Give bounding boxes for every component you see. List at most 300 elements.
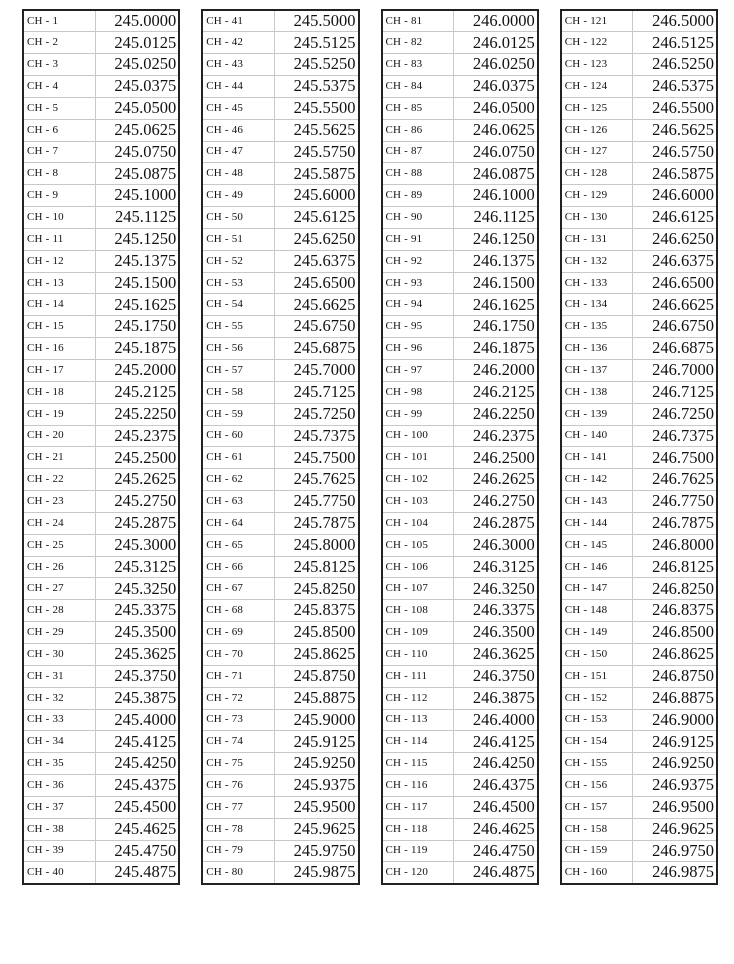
table-row — [23, 10, 179, 32]
channel-label: CH - 133 — [561, 272, 633, 294]
channel-label: CH - 147 — [561, 578, 633, 600]
table-row — [202, 578, 358, 600]
channel-label: CH - 92 — [382, 250, 454, 272]
channel-frequency: 246.6000 — [633, 185, 717, 207]
table-row — [202, 643, 358, 665]
table-row — [23, 54, 179, 76]
channel-label: CH - 119 — [382, 840, 454, 862]
table-row — [382, 272, 538, 294]
channel-label: CH - 84 — [382, 76, 454, 98]
channel-frequency: 246.6125 — [633, 207, 717, 229]
channel-label: CH - 71 — [202, 665, 274, 687]
table-row — [23, 316, 179, 338]
channel-label: CH - 36 — [23, 775, 95, 797]
table-row — [382, 207, 538, 229]
channel-label: CH - 52 — [202, 250, 274, 272]
table-row — [202, 250, 358, 272]
channel-label: CH - 18 — [23, 381, 95, 403]
channel-frequency: 246.5875 — [633, 163, 717, 185]
channel-label: CH - 46 — [202, 119, 274, 141]
channel-frequency: 246.2875 — [454, 512, 538, 534]
channel-frequency: 245.7250 — [274, 403, 358, 425]
table-row — [561, 163, 717, 185]
channel-label: CH - 89 — [382, 185, 454, 207]
channel-frequency: 246.0250 — [454, 54, 538, 76]
channel-label: CH - 34 — [23, 731, 95, 753]
channel-label: CH - 90 — [382, 207, 454, 229]
channel-frequency: 245.6125 — [274, 207, 358, 229]
channel-frequency: 246.8125 — [633, 556, 717, 578]
channel-label: CH - 102 — [382, 469, 454, 491]
table-row — [561, 512, 717, 534]
channel-label: CH - 139 — [561, 403, 633, 425]
channel-frequency: 246.9875 — [633, 862, 717, 884]
table-row — [561, 622, 717, 644]
table-row — [561, 840, 717, 862]
channel-frequency: 245.8750 — [274, 665, 358, 687]
channel-label: CH - 19 — [23, 403, 95, 425]
table-row — [23, 687, 179, 709]
channel-frequency: 246.1125 — [454, 207, 538, 229]
channel-label: CH - 6 — [23, 119, 95, 141]
channel-frequency: 246.7500 — [633, 447, 717, 469]
channel-label: CH - 114 — [382, 731, 454, 753]
channel-label: CH - 81 — [382, 10, 454, 32]
channel-frequency: 245.8875 — [274, 687, 358, 709]
table-row — [23, 381, 179, 403]
channel-label: CH - 115 — [382, 753, 454, 775]
channel-frequency: 246.5375 — [633, 76, 717, 98]
channel-frequency: 245.0375 — [95, 76, 179, 98]
channel-frequency: 246.6500 — [633, 272, 717, 294]
channel-frequency: 245.2375 — [95, 425, 179, 447]
channel-frequency: 245.9625 — [274, 818, 358, 840]
channel-label: CH - 28 — [23, 600, 95, 622]
table-row — [561, 796, 717, 818]
channel-frequency: 246.4000 — [454, 709, 538, 731]
channel-label: CH - 145 — [561, 534, 633, 556]
channel-frequency: 245.0750 — [95, 141, 179, 163]
channel-label: CH - 98 — [382, 381, 454, 403]
table-row — [561, 119, 717, 141]
channel-label: CH - 14 — [23, 294, 95, 316]
channel-label: CH - 82 — [382, 32, 454, 54]
channel-frequency: 246.8250 — [633, 578, 717, 600]
channel-label: CH - 30 — [23, 643, 95, 665]
channel-label: CH - 86 — [382, 119, 454, 141]
channel-frequency: 245.9500 — [274, 796, 358, 818]
table-row — [202, 360, 358, 382]
channel-label: CH - 73 — [202, 709, 274, 731]
table-row — [23, 753, 179, 775]
table-row — [23, 534, 179, 556]
channel-frequency: 245.7625 — [274, 469, 358, 491]
channel-frequency: 245.7000 — [274, 360, 358, 382]
channel-frequency: 246.5125 — [633, 32, 717, 54]
channel-frequency: 245.3500 — [95, 622, 179, 644]
channel-frequency: 246.2250 — [454, 403, 538, 425]
table-row — [23, 469, 179, 491]
table-row — [23, 97, 179, 119]
channel-frequency: 245.3875 — [95, 687, 179, 709]
channel-frequency: 246.3875 — [454, 687, 538, 709]
channel-frequency: 246.1500 — [454, 272, 538, 294]
table-row — [382, 163, 538, 185]
channel-frequency: 245.8250 — [274, 578, 358, 600]
channel-label: CH - 142 — [561, 469, 633, 491]
channel-frequency: 245.8500 — [274, 622, 358, 644]
channel-label: CH - 32 — [23, 687, 95, 709]
channel-frequency: 245.6625 — [274, 294, 358, 316]
channel-label: CH - 75 — [202, 753, 274, 775]
channel-frequency: 246.5250 — [633, 54, 717, 76]
channel-frequency: 245.4500 — [95, 796, 179, 818]
table-row — [23, 512, 179, 534]
channel-label: CH - 159 — [561, 840, 633, 862]
channel-frequency: 246.4125 — [454, 731, 538, 753]
table-row — [23, 119, 179, 141]
channel-frequency: 245.4125 — [95, 731, 179, 753]
table-row — [202, 534, 358, 556]
channel-frequency: 245.7750 — [274, 491, 358, 513]
channel-label: CH - 57 — [202, 360, 274, 382]
channel-label: CH - 67 — [202, 578, 274, 600]
channel-label: CH - 146 — [561, 556, 633, 578]
table-row — [382, 775, 538, 797]
channel-label: CH - 15 — [23, 316, 95, 338]
channel-label: CH - 25 — [23, 534, 95, 556]
channel-frequency: 245.5625 — [274, 119, 358, 141]
channel-label: CH - 63 — [202, 491, 274, 513]
table-row — [561, 403, 717, 425]
channel-frequency: 246.8750 — [633, 665, 717, 687]
channel-label: CH - 149 — [561, 622, 633, 644]
channel-frequency: 245.2625 — [95, 469, 179, 491]
table-row — [202, 32, 358, 54]
channel-label: CH - 129 — [561, 185, 633, 207]
channel-label: CH - 95 — [382, 316, 454, 338]
table-row — [382, 119, 538, 141]
table-row — [23, 775, 179, 797]
table-row — [23, 76, 179, 98]
table-row — [382, 753, 538, 775]
table-row — [382, 665, 538, 687]
table-row — [561, 272, 717, 294]
channel-frequency: 246.0875 — [454, 163, 538, 185]
table-row — [23, 600, 179, 622]
channel-label: CH - 144 — [561, 512, 633, 534]
channel-frequency: 246.6875 — [633, 338, 717, 360]
table-row — [561, 491, 717, 513]
channel-frequency: 246.8375 — [633, 600, 717, 622]
channel-label: CH - 94 — [382, 294, 454, 316]
channel-label: CH - 160 — [561, 862, 633, 884]
channel-label: CH - 65 — [202, 534, 274, 556]
channel-label: CH - 47 — [202, 141, 274, 163]
channel-frequency: 246.8000 — [633, 534, 717, 556]
channel-frequency: 246.8500 — [633, 622, 717, 644]
channel-label: CH - 13 — [23, 272, 95, 294]
channel-label: CH - 96 — [382, 338, 454, 360]
channel-label: CH - 60 — [202, 425, 274, 447]
channel-label: CH - 44 — [202, 76, 274, 98]
table-row — [561, 600, 717, 622]
table-row — [23, 163, 179, 185]
channel-frequency: 246.9750 — [633, 840, 717, 862]
table-row — [202, 381, 358, 403]
table-row — [561, 294, 717, 316]
channel-frequency: 246.4750 — [454, 840, 538, 862]
channel-frequency: 246.4875 — [454, 862, 538, 884]
channel-frequency: 245.2500 — [95, 447, 179, 469]
channel-frequency: 246.9500 — [633, 796, 717, 818]
table-row — [202, 316, 358, 338]
channel-label: CH - 80 — [202, 862, 274, 884]
channel-frequency: 245.0875 — [95, 163, 179, 185]
channel-label: CH - 64 — [202, 512, 274, 534]
channel-label: CH - 20 — [23, 425, 95, 447]
table-row — [382, 97, 538, 119]
table-row — [23, 622, 179, 644]
channel-label: CH - 124 — [561, 76, 633, 98]
channel-frequency: 246.1750 — [454, 316, 538, 338]
table-row — [202, 228, 358, 250]
table-row — [202, 403, 358, 425]
table-row — [382, 622, 538, 644]
table-row — [561, 338, 717, 360]
table-row — [382, 491, 538, 513]
table-row — [561, 862, 717, 884]
channel-label: CH - 37 — [23, 796, 95, 818]
table-row — [382, 709, 538, 731]
channel-frequency: 245.3750 — [95, 665, 179, 687]
channel-table-2 — [201, 9, 359, 885]
channel-label: CH - 2 — [23, 32, 95, 54]
channel-label: CH - 11 — [23, 228, 95, 250]
channel-frequency: 245.7125 — [274, 381, 358, 403]
channel-frequency: 246.3625 — [454, 643, 538, 665]
channel-frequency: 245.8000 — [274, 534, 358, 556]
table-row — [202, 10, 358, 32]
channel-label: CH - 138 — [561, 381, 633, 403]
channel-label: CH - 68 — [202, 600, 274, 622]
channel-frequency: 246.3375 — [454, 600, 538, 622]
table-row — [382, 54, 538, 76]
channel-label: CH - 122 — [561, 32, 633, 54]
table-row — [23, 360, 179, 382]
table-row — [382, 76, 538, 98]
channel-frequency: 245.0625 — [95, 119, 179, 141]
channel-frequency: 245.6500 — [274, 272, 358, 294]
channel-label: CH - 104 — [382, 512, 454, 534]
channel-frequency: 246.1375 — [454, 250, 538, 272]
table-row — [202, 141, 358, 163]
table-row — [561, 207, 717, 229]
channel-label: CH - 70 — [202, 643, 274, 665]
channel-label: CH - 49 — [202, 185, 274, 207]
channel-label: CH - 24 — [23, 512, 95, 534]
channel-frequency: 246.9000 — [633, 709, 717, 731]
channel-frequency: 246.0125 — [454, 32, 538, 54]
table-row — [561, 709, 717, 731]
channel-label: CH - 127 — [561, 141, 633, 163]
channel-table-4 — [560, 9, 718, 885]
table-row — [23, 141, 179, 163]
table-row — [561, 381, 717, 403]
channel-label: CH - 43 — [202, 54, 274, 76]
channel-label: CH - 101 — [382, 447, 454, 469]
channel-label: CH - 152 — [561, 687, 633, 709]
table-row — [23, 818, 179, 840]
channel-label: CH - 110 — [382, 643, 454, 665]
channel-frequency: 245.1000 — [95, 185, 179, 207]
channel-label: CH - 83 — [382, 54, 454, 76]
channel-label: CH - 107 — [382, 578, 454, 600]
channel-frequency: 246.0375 — [454, 76, 538, 98]
table-row — [382, 512, 538, 534]
channel-label: CH - 62 — [202, 469, 274, 491]
channel-label: CH - 118 — [382, 818, 454, 840]
channel-label: CH - 132 — [561, 250, 633, 272]
channel-label: CH - 53 — [202, 272, 274, 294]
channel-frequency: 245.9875 — [274, 862, 358, 884]
table-row — [202, 491, 358, 513]
channel-frequency: 246.7875 — [633, 512, 717, 534]
table-row — [382, 294, 538, 316]
channel-label: CH - 100 — [382, 425, 454, 447]
table-row — [23, 840, 179, 862]
table-row — [202, 163, 358, 185]
channel-label: CH - 17 — [23, 360, 95, 382]
channel-frequency: 245.8125 — [274, 556, 358, 578]
channel-frequency: 245.7500 — [274, 447, 358, 469]
channel-label: CH - 4 — [23, 76, 95, 98]
channel-label: CH - 54 — [202, 294, 274, 316]
channel-label: CH - 131 — [561, 228, 633, 250]
channel-frequency: 246.7125 — [633, 381, 717, 403]
channel-frequency: 245.3125 — [95, 556, 179, 578]
table-row — [202, 338, 358, 360]
channel-frequency: 246.6250 — [633, 228, 717, 250]
table-row — [23, 250, 179, 272]
channel-label: CH - 61 — [202, 447, 274, 469]
channel-label: CH - 120 — [382, 862, 454, 884]
channel-table-3 — [381, 9, 539, 885]
table-row — [382, 731, 538, 753]
channel-frequency: 245.4625 — [95, 818, 179, 840]
channel-frequency: 245.8625 — [274, 643, 358, 665]
table-row — [382, 250, 538, 272]
channel-label: CH - 88 — [382, 163, 454, 185]
table-row — [561, 753, 717, 775]
channel-label: CH - 106 — [382, 556, 454, 578]
channel-frequency: 246.5625 — [633, 119, 717, 141]
channel-frequency: 246.3750 — [454, 665, 538, 687]
channel-frequency: 246.3500 — [454, 622, 538, 644]
channel-label: CH - 143 — [561, 491, 633, 513]
table-row — [23, 32, 179, 54]
channel-label: CH - 111 — [382, 665, 454, 687]
table-row — [382, 32, 538, 54]
table-row — [561, 665, 717, 687]
table-row — [23, 578, 179, 600]
channel-frequency: 245.9125 — [274, 731, 358, 753]
channel-frequency: 245.7875 — [274, 512, 358, 534]
channel-label: CH - 3 — [23, 54, 95, 76]
table-row — [561, 687, 717, 709]
channel-label: CH - 141 — [561, 447, 633, 469]
table-row — [561, 185, 717, 207]
channel-label: CH - 7 — [23, 141, 95, 163]
channel-frequency: 246.2500 — [454, 447, 538, 469]
table-row — [561, 643, 717, 665]
channel-frequency: 245.4375 — [95, 775, 179, 797]
channel-label: CH - 12 — [23, 250, 95, 272]
channel-label: CH - 126 — [561, 119, 633, 141]
channel-frequency: 246.6750 — [633, 316, 717, 338]
table-row — [202, 775, 358, 797]
table-row — [202, 840, 358, 862]
channel-label: CH - 105 — [382, 534, 454, 556]
table-row — [382, 862, 538, 884]
table-row — [23, 447, 179, 469]
table-row — [561, 469, 717, 491]
channel-label: CH - 38 — [23, 818, 95, 840]
table-row — [382, 316, 538, 338]
channel-label: CH - 151 — [561, 665, 633, 687]
channel-label: CH - 76 — [202, 775, 274, 797]
channel-frequency: 245.7375 — [274, 425, 358, 447]
channel-frequency: 245.8375 — [274, 600, 358, 622]
table-row — [382, 796, 538, 818]
table-row — [23, 403, 179, 425]
channel-frequency: 245.4875 — [95, 862, 179, 884]
channel-label: CH - 140 — [561, 425, 633, 447]
table-row — [202, 512, 358, 534]
channel-label: CH - 117 — [382, 796, 454, 818]
channel-label: CH - 55 — [202, 316, 274, 338]
table-row — [561, 32, 717, 54]
channel-frequency-sheet — [22, 9, 718, 885]
channel-label: CH - 26 — [23, 556, 95, 578]
table-row — [202, 753, 358, 775]
channel-label: CH - 59 — [202, 403, 274, 425]
table-row — [382, 534, 538, 556]
table-row — [382, 447, 538, 469]
channel-label: CH - 74 — [202, 731, 274, 753]
table-row — [202, 796, 358, 818]
channel-label: CH - 10 — [23, 207, 95, 229]
channel-label: CH - 135 — [561, 316, 633, 338]
table-row — [202, 818, 358, 840]
table-row — [382, 600, 538, 622]
channel-frequency: 246.1000 — [454, 185, 538, 207]
channel-label: CH - 77 — [202, 796, 274, 818]
channel-label: CH - 130 — [561, 207, 633, 229]
channel-frequency: 245.2125 — [95, 381, 179, 403]
table-row — [561, 141, 717, 163]
channel-frequency: 246.2125 — [454, 381, 538, 403]
channel-frequency: 245.0125 — [95, 32, 179, 54]
channel-label: CH - 150 — [561, 643, 633, 665]
table-row — [202, 185, 358, 207]
channel-frequency: 246.9375 — [633, 775, 717, 797]
table-row — [23, 709, 179, 731]
table-row — [561, 447, 717, 469]
channel-label: CH - 66 — [202, 556, 274, 578]
channel-label: CH - 154 — [561, 731, 633, 753]
channel-frequency: 245.1625 — [95, 294, 179, 316]
